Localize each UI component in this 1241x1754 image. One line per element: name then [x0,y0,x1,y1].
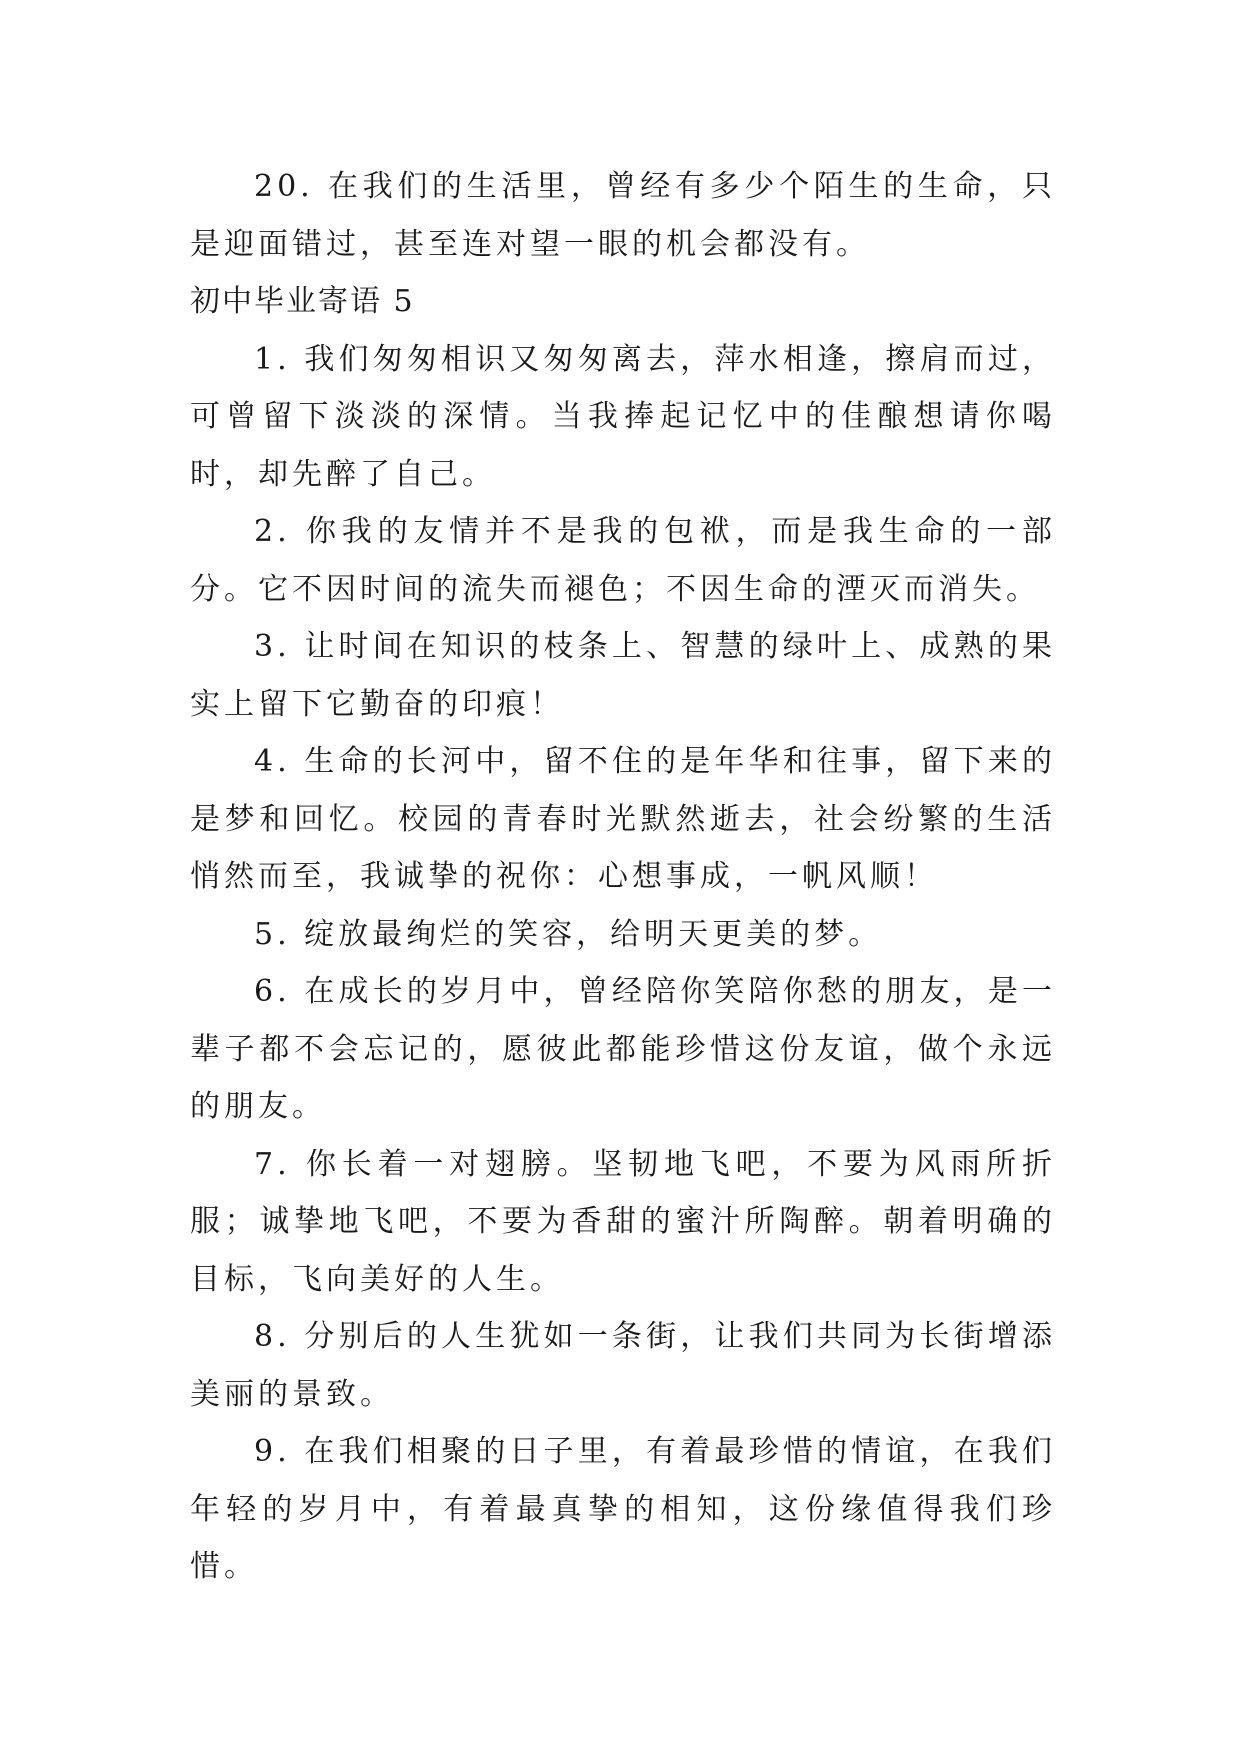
paragraph-6: 6. 在成长的岁月中，曾经陪你笑陪你愁的朋友，是一辈子都不会忘记的，愿彼此都能珍惜这份友谊，做个永远的朋友。 [190,974,1056,1124]
paragraph-5: 5. 绽放最绚烂的笑容，给明天更美的梦。 [254,916,883,952]
intro-paragraph: 20. 在我们的生活里，曾经有多少个陌生的生命，只是迎面错过，甚至连对望一眼的机会都没有。 [190,169,1056,262]
paragraph-1: 1. 我们匆匆相识又匆匆离去，萍水相逢，擦肩而过，可曾留下淡淡的深情。当我捧起记忆中的佳酿想请你喝时，却先醉了自己。 [190,341,1056,492]
paragraph-2: 2. 你我的友情并不是我的包袱，而是我生命的一部分。它不因时间的流失而褪色；不因生命的湮灭而消失。 [190,514,1056,607]
paragraph-4: 4. 生命的长河中，留不住的是年华和往事，留下来的是梦和回忆。校园的青春时光默然逝去，社会纷繁的生活悄然而至，我诚挚的祝你：心想事成，一帆风顺！ [190,744,1056,894]
paragraph-9: 9. 在我们相聚的日子里，有着最珍惜的情谊，在我们年轻的岁月中，有着最真挚的相知，这份缘值得我们珍惜。 [190,1434,1056,1584]
paragraph-7: 7. 你长着一对翅膀。坚韧地飞吧，不要为风雨所折服；诚挚地飞吧，不要为香甜的蜜汁所陶醉。朝着明确的目标，飞向美好的人生。 [190,1146,1056,1297]
section-heading: 初中毕业寄语 5 [190,284,415,319]
paragraph-3: 3. 让时间在知识的枝条上、智慧的绿叶上、成熟的果实上留下它勤奋的印痕！ [190,629,1056,722]
paragraph-8: 8. 分别后的人生犹如一条街，让我们共同为长街增添美丽的景致。 [190,1319,1056,1412]
document-body [190,158,1056,1596]
